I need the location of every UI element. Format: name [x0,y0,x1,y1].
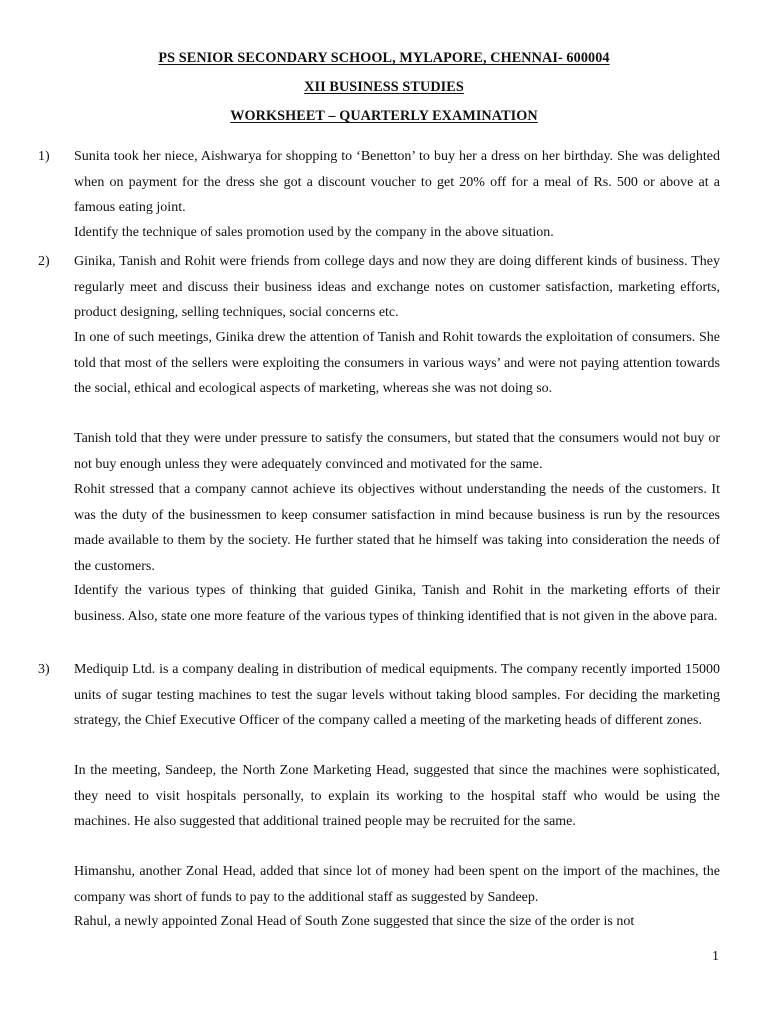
question-paragraph: In the meeting, Sandeep, the North Zone Marketing Head, suggested that since the machines were sophisticated, they need to visit hospitals personally, to explain its working to the hospital staff who would be using the machines. He also suggested that additional trained people may be recruited for the same. [74,763,720,829]
school-heading: PS SENIOR SECONDARY SCHOOL, MYLAPORE, CHENNAI- 600004 [158,50,610,66]
question-paragraph: Himanshu, another Zonal Head, added that since lot of money had been spent on the import of the machines, the company was short of funds to pay to the additional staff as suggested by Sandeep. [74,864,720,905]
worksheet-title: WORKSHEET – QUARTERLY EXAMINATION [230,108,538,124]
question-number: 1) [38,149,50,164]
question-number: 3) [38,662,50,677]
page-number: 1 [712,949,719,964]
question-paragraph: Mediquip Ltd. is a company dealing in distribution of medical equipments. The company recently imported 15000 units of sugar testing machines to test the sugar levels without taking blood samples. For deciding the marketing strategy, the Chief Executive Officer of the company called a meeting of the marketing heads of different zones. [74,662,720,728]
subject-heading: XII BUSINESS STUDIES [304,79,464,95]
question-paragraph: Identify the technique of sales promotion used by the company in the above situation. [74,225,554,240]
question-paragraph: Ginika, Tanish and Rohit were friends from college days and now they are doing different kinds of business. They regularly meet and discuss their business ideas and exchange notes on customer satisfaction, marketing efforts, product designing, selling techniques, social concerns etc. [74,254,720,320]
question-paragraph: Identify the various types of thinking that guided Ginika, Tanish and Rohit in the marketing efforts of their business. Also, state one more feature of the various types of thinking identified that is not given in the above para. [74,583,720,624]
question-paragraph: Rohit stressed that a company cannot achieve its objectives without understanding the needs of the customers. It was the duty of the businessmen to keep consumer satisfaction in mind because business is run by the resources made available to them by the society. He further stated that he himself was taking into consideration the needs of the customers. [74,482,720,574]
question-paragraph: In one of such meetings, Ginika drew the attention of Tanish and Rohit towards the exploitation of consumers. She told that most of the sellers were exploiting the consumers in various ways’ and were not paying attention towards the social, ethical and ecological aspects of marketing, whereas she was not doing so. [74,330,720,396]
question-number: 2) [38,254,50,269]
question-paragraph: Rahul, a newly appointed Zonal Head of South Zone suggested that since the size of the order is not [74,914,635,929]
question-paragraph: Tanish told that they were under pressure to satisfy the consumers, but stated that the consumers would not buy or not buy enough unless they were adequately convinced and motivated for the same. [74,431,720,472]
question-paragraph: Sunita took her niece, Aishwarya for shopping to ‘Benetton’ to buy her a dress on her birthday. She was delighted when on payment for the dress she got a discount voucher to get 20% off for a meal of Rs. 500 or above at a famous eating joint. [74,149,720,215]
